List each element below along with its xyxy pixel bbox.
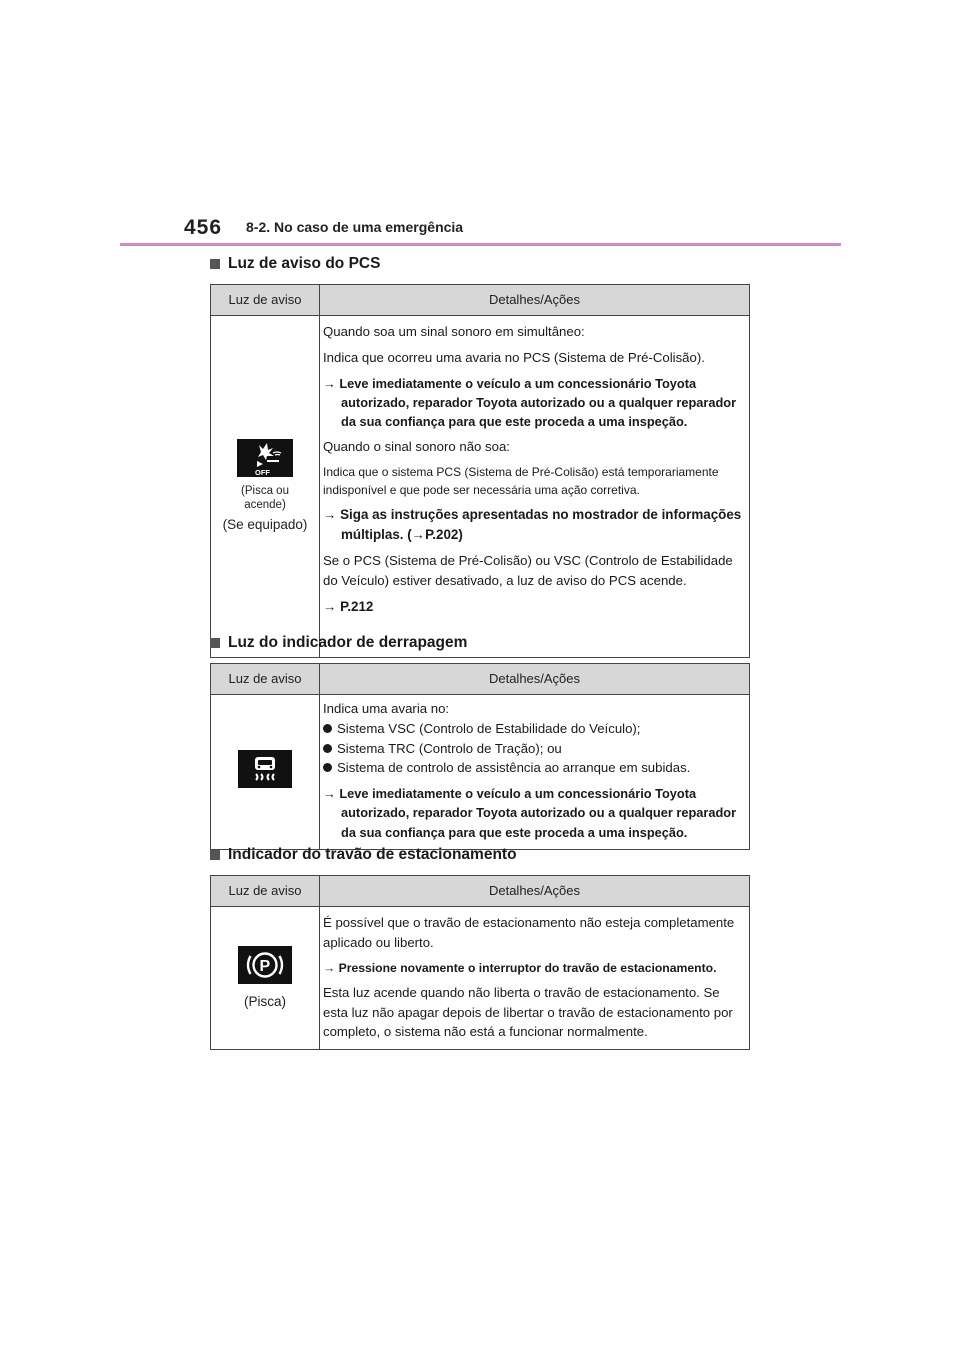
slip-warning-table: [210, 663, 750, 850]
header-divider: [120, 243, 841, 246]
action-text: → Siga as instruções apresentadas no mostrador de informações múltiplas. (→P.202): [323, 506, 742, 543]
square-bullet-icon: [210, 638, 220, 648]
details-text: Indica que ocorreu uma avaria no PCS (Sistema de Pré-Colisão).: [323, 349, 705, 365]
details-cell: [320, 907, 750, 1050]
svg-text:P: P: [259, 957, 271, 975]
pcs-off-icon: [237, 439, 293, 477]
equipped-caption: (Se equipado): [222, 517, 308, 533]
chapter-title: 8-2. No caso de uma emergência: [246, 219, 464, 235]
details-text: Quando soa um sinal sonoro em simultâneo:: [323, 324, 585, 339]
column-header-details: Detalhes/Ações: [320, 876, 750, 907]
bullet-dot-icon: [323, 763, 332, 772]
details-text: Se o PCS (Sistema de Pré-Colisão) ou VSC (Controlo de Estabilidade do Veículo) estiver desativado, a luz de aviso do PCS acende.: [323, 553, 733, 588]
pcs-warning-table: [210, 284, 750, 658]
blink-caption: (Pisca): [243, 993, 286, 1009]
light-cell: [211, 316, 320, 658]
slip-indicator-icon: [238, 750, 292, 788]
blink-caption: (Pisca ou acende): [241, 484, 289, 511]
list-item: Sistema de controlo de assistência ao arranque em subidas.: [323, 758, 745, 778]
action-text: → Pressione novamente o interruptor do travão de estacionamento.: [323, 960, 717, 975]
action-text: → P.212: [323, 598, 374, 614]
parking-brake-table: [210, 875, 750, 1050]
column-header-details: Detalhes/Ações: [320, 664, 750, 695]
action-text: → Leve imediatamente o veículo a um concessionário Toyota autorizado, reparador Toyota autorizado ou a qualquer reparador da sua confiança para que este proceda a uma inspeção.: [323, 786, 737, 840]
page-header: [0, 0, 960, 250]
details-text: Indica que o sistema PCS (Sistema de Pré-Colisão) está temporariamente indisponível e que pode ser necessária uma ação corretiva.: [323, 464, 719, 497]
details-cell: [320, 316, 750, 658]
bullet-dot-icon: [323, 724, 332, 733]
details-text: Esta luz acende quando não liberta o travão de estacionamento. Se esta luz não apagar depois de libertar o travão de estacionamento por completo, o sistema não está a funcionar normalmente.: [323, 984, 733, 1040]
column-header-light: Luz de aviso: [211, 876, 320, 907]
section-heading-pcs: Luz de aviso do PCS: [210, 255, 380, 273]
column-header-details: Detalhes/Ações: [320, 285, 750, 316]
bullet-dot-icon: [323, 744, 332, 753]
square-bullet-icon: [210, 259, 220, 269]
section-heading-slip: Luz do indicador de derrapagem: [210, 634, 467, 652]
list-item: Sistema TRC (Controlo de Tração); ou: [323, 739, 745, 759]
square-bullet-icon: [210, 850, 220, 860]
details-cell: [320, 695, 750, 850]
parking-brake-icon: [238, 946, 292, 984]
details-text: Quando o sinal sonoro não soa:: [323, 439, 510, 455]
page-number: 456: [184, 216, 223, 239]
column-header-light: Luz de aviso: [211, 664, 320, 695]
action-text: → Leve imediatamente o veículo a um concessionário Toyota autorizado, reparador Toyota autorizado ou a qualquer reparador da sua confiança para que este proceda a uma inspeção.: [323, 375, 737, 429]
svg-text:OFF: OFF: [255, 468, 270, 478]
column-header-light: Luz de aviso: [211, 285, 320, 316]
section-heading-parking-brake: Indicador do travão de estacionamento: [210, 846, 517, 864]
details-text: Indica uma avaria no:: [323, 701, 450, 716]
light-cell: [211, 695, 320, 850]
light-cell: [211, 907, 320, 1050]
list-item: Sistema VSC (Controlo de Estabilidade do Veículo);: [323, 719, 745, 739]
details-text: É possível que o travão de estacionamento não esteja completamente aplicado ou liberto.: [323, 915, 735, 950]
